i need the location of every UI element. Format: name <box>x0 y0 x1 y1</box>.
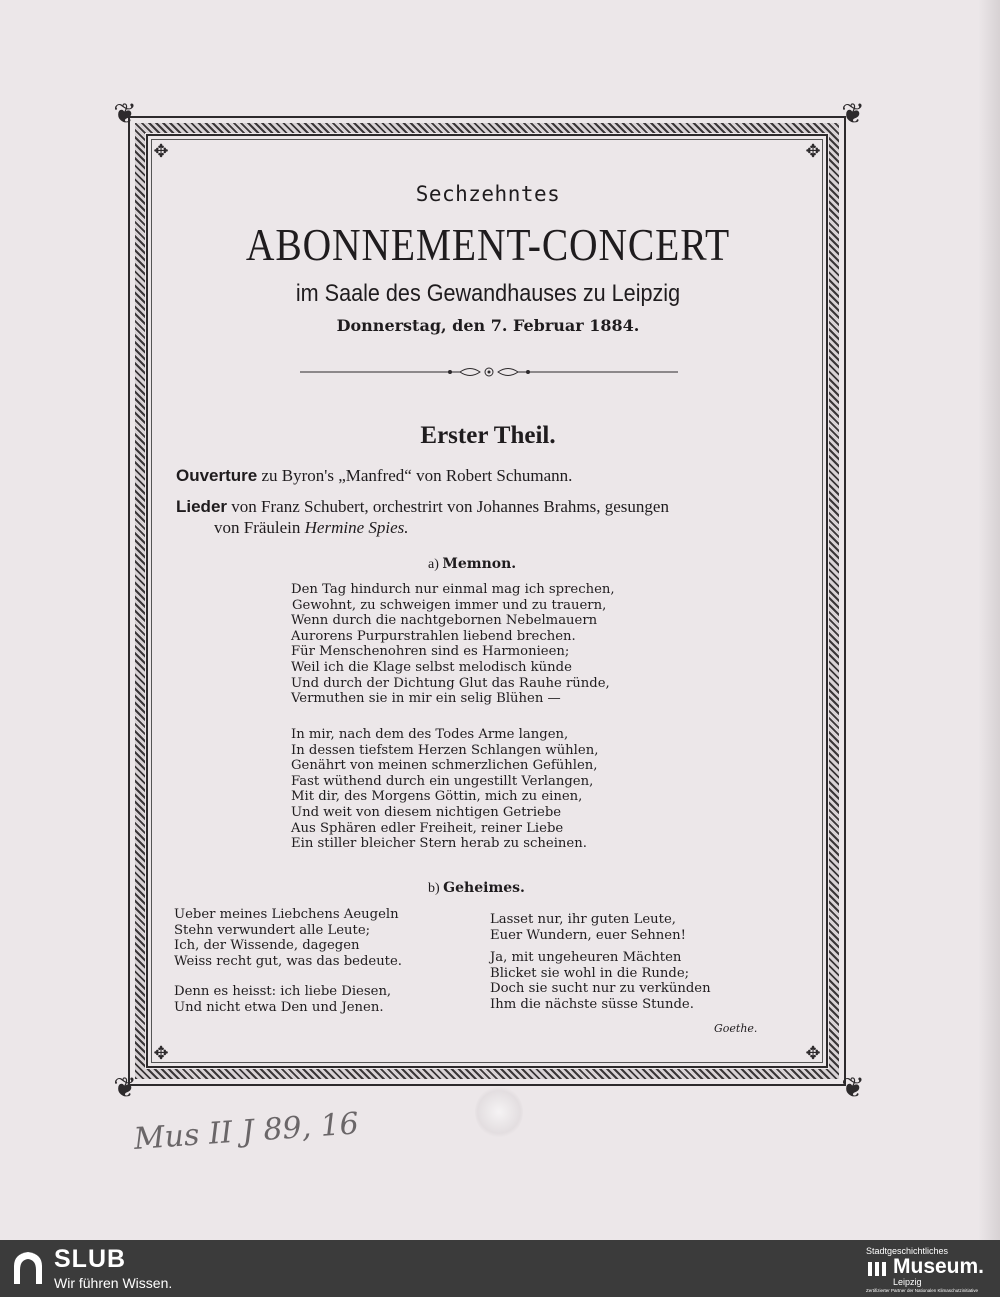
verse-line: Weil ich die Klage selbst melodisch künde <box>291 659 572 675</box>
verse-line: Fast wüthend durch ein ungestillt Verlangen, <box>291 773 594 789</box>
verse-line: Ihm die nächste süsse Stunde. <box>490 996 694 1012</box>
museum-prefix: Stadtgeschichtliches <box>866 1246 949 1256</box>
song-heading-geheimes <box>428 880 525 897</box>
museum-city: Leipzig <box>893 1277 922 1287</box>
corner-ornament-icon: ❦ <box>113 1073 137 1104</box>
geheimes-stanza-2 <box>174 984 391 1015</box>
verse-line: Doch sie sucht nur zu verkünden <box>490 981 711 997</box>
memnon-stanza-2 <box>291 727 598 852</box>
verse-line: Mit dir, des Morgens Göttin, mich zu einen, <box>291 789 583 805</box>
lieder-singer-name: Hermine Spies. <box>304 518 409 537</box>
inner-corner-ornament-icon: ✥ <box>153 1043 169 1063</box>
inner-corner-ornament-icon: ✥ <box>805 141 821 161</box>
verse-line: Ueber meines Liebchens Aeugeln <box>174 907 399 922</box>
divider-ornament-icon <box>300 365 678 379</box>
inner-corner-ornament-icon: ✥ <box>153 141 169 161</box>
verse-line: Aus Sphären edler Freiheit, reiner Liebe <box>291 820 564 836</box>
concert-title: ABONNEMENT-CONCERT <box>245 219 731 270</box>
concert-date: Donnerstag, den 7. Februar 1884. <box>336 316 640 335</box>
poem-author: Goethe. <box>714 1022 758 1035</box>
verse-line: Denn es heisst: ich liebe Diesen, <box>174 984 392 999</box>
slub-logo-icon[interactable] <box>10 1248 46 1288</box>
concert-venue: im Saale des Gewandhauses zu Leipzig <box>295 280 681 307</box>
verse-line: Aurorens Purpurstrahlen liebend brechen. <box>291 628 576 644</box>
verse-line: Den Tag hindurch nur einmal mag ich sprechen, <box>291 582 615 597</box>
overture-label: Ouverture <box>176 466 258 485</box>
verse-line: Genährt von meinen schmerzlichen Gefühlen, <box>291 758 598 774</box>
verse-line: In mir, nach dem des Todes Arme langen, <box>291 727 569 742</box>
verse-line: Ich, der Wissende, dagegen <box>174 938 360 954</box>
library-slogan: Wir führen Wissen. <box>54 1275 173 1291</box>
geheimes-stanza-4 <box>490 950 711 1012</box>
museum-logo-icon[interactable] <box>866 1258 888 1280</box>
verse-line: In dessen tiefstem Herzen Schlangen wühlen, <box>291 742 599 758</box>
verse-line: Euer Wundern, euer Sehnen! <box>490 927 686 943</box>
lieder-entry <box>176 497 669 517</box>
verse-line: Gewohnt, zu schweigen immer und zu trauern, <box>292 597 607 613</box>
verse-line: Vermuthen sie in mir ein selig Blühen — <box>291 691 561 707</box>
lieder-singer-prefix: von Fräulein <box>214 518 305 537</box>
song-title: Memnon. <box>442 556 517 572</box>
song-marker: a) <box>428 557 439 572</box>
overture-description: zu Byron's „Manfred“ von Robert Schumann. <box>257 466 573 485</box>
verse-line: Lasset nur, ihr guten Leute, <box>490 912 676 927</box>
embossed-stamp <box>475 1086 523 1138</box>
lieder-entry-continued <box>214 518 409 538</box>
memnon-stanza-1 <box>291 582 615 707</box>
lieder-label: Lieder <box>176 497 228 516</box>
verse-line: Wenn durch die nachtgebornen Nebelmauern <box>291 613 598 629</box>
concert-number: Sechzehntes <box>415 182 561 206</box>
song-marker: b) <box>428 881 440 896</box>
lieder-description: von Franz Schubert, orchestrirt von Johannes Brahms, gesungen <box>227 497 669 516</box>
verse-line: Und nicht etwa Den und Jenen. <box>174 999 384 1015</box>
verse-line: Und durch der Dichtung Glut das Rauhe ründe, <box>291 675 610 691</box>
museum-name[interactable]: Museum. <box>893 1255 985 1278</box>
verse-line: Blicket sie wohl in die Runde; <box>490 965 690 981</box>
verse-line: Stehn verwundert alle Leute; <box>174 922 371 938</box>
geheimes-stanza-3 <box>490 912 686 943</box>
part-heading: Erster Theil. <box>420 422 556 449</box>
corner-ornament-icon: ❦ <box>841 1073 865 1104</box>
verse-line: Weiss recht gut, was das bedeute. <box>174 953 402 969</box>
verse-line: Ein stiller bleicher Stern herab zu scheinen. <box>291 836 587 852</box>
library-name[interactable]: SLUB <box>54 1245 127 1273</box>
song-heading-memnon <box>428 556 516 573</box>
verse-line: Ja, mit ungeheuren Mächten <box>490 950 682 965</box>
overture-entry <box>176 466 572 486</box>
song-title: Geheimes. <box>443 880 525 896</box>
verse-line: Für Menschenohren sind es Harmonieen; <box>291 644 570 660</box>
corner-ornament-icon: ❦ <box>841 99 865 130</box>
geheimes-stanza-1 <box>174 907 402 969</box>
handwritten-shelfmark: Mus II J 89, 16 <box>132 1106 360 1157</box>
museum-certification-note: Zertifizierter Partner der Nationalen Klimaschutzinitiative <box>866 1288 979 1293</box>
corner-ornament-icon: ❦ <box>113 99 137 130</box>
inner-corner-ornament-icon: ✥ <box>805 1043 821 1063</box>
verse-line: Und weit von diesem nichtigen Getriebe <box>291 804 562 820</box>
